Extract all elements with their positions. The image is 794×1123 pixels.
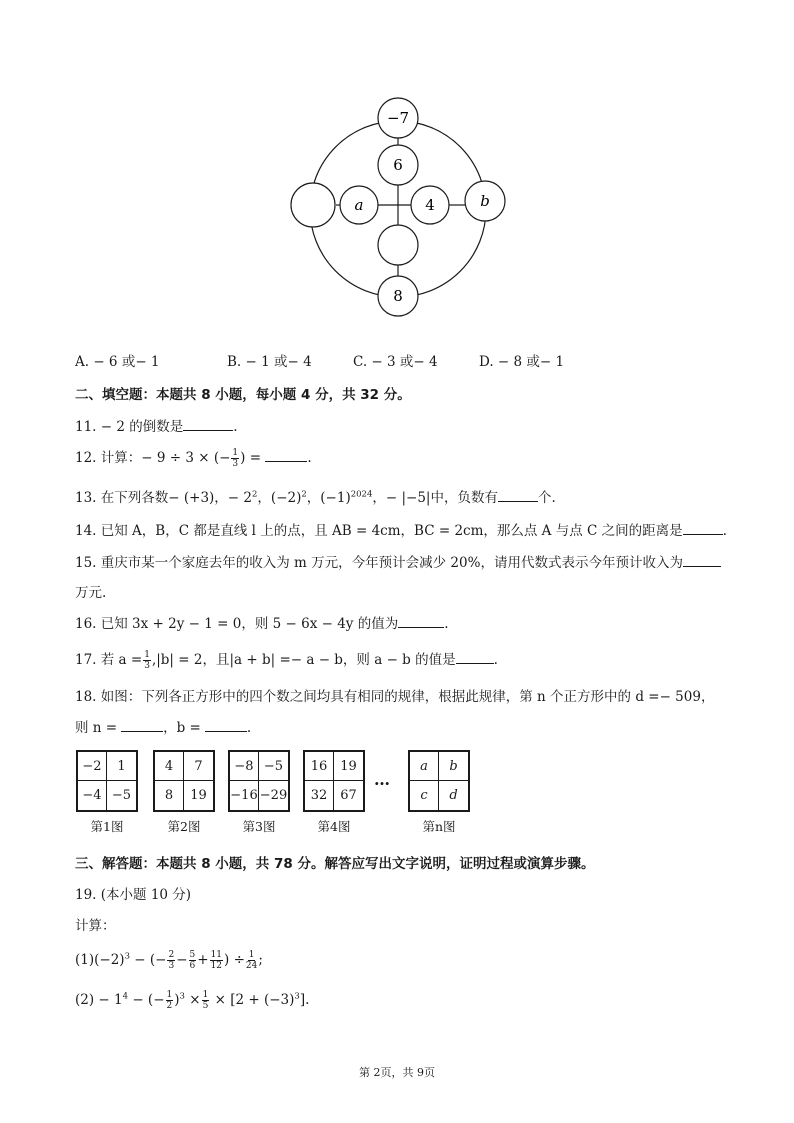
option-d[interactable]: D. − 8 或− 1 [479,354,565,370]
q19p1-frac3-num: 11 [210,950,223,960]
q12-blank[interactable] [265,449,307,462]
q19p1-a: (1)(−2) [75,952,125,968]
label-bottom-outer: 8 [393,287,403,305]
square-cell: 16 [305,752,334,781]
q19p1-frac2 [189,950,197,971]
q13-exp-a: 2 [252,489,258,500]
q19p1-frac4-den: 24 [245,961,258,971]
square-2 [153,750,215,812]
section3-heading: 三、解答题：本题共 8 小题，共 78 分。解答应写出文字说明，证明过程或演算步骤。 [75,856,595,872]
q12-mid: ) = [240,450,266,466]
q19p2-exp3: 3 [294,991,300,1002]
square-n [408,750,470,812]
q18-line1: 18. 如图：下列各正方形中的四个数之间均具有相同的规律，根据此规律，第 n 个正方形中的 d =− 509， [75,689,715,705]
q19p2-e: × [2 + (−3) [210,992,295,1008]
q16-prefix: 16. 已知 3x + 2y − 1 = 0，则 5 − 6x − 4y 的值为 [75,616,399,632]
square-cell: 19 [334,752,363,781]
square-cell: 32 [305,781,334,810]
q19p1-frac2-num: 5 [189,950,196,960]
square-cell: 8 [155,781,184,810]
q11-suffix: . [233,419,238,435]
q13-text-d: ，− |−5|中，负数有 [372,490,498,506]
q19p1-frac1 [167,950,175,971]
square-cell: −8 [230,752,259,781]
q17-frac-den: 3 [144,661,150,671]
q12-suffix: . [307,450,312,466]
square-4 [303,750,365,812]
q19-part-2 [75,990,309,1011]
square-cell: 4 [155,752,184,781]
q17-frac-num: 1 [144,650,150,660]
square-caption: 第3图 [242,819,276,834]
q12-frac-num: 1 [232,448,239,458]
q17-blank[interactable] [456,651,494,664]
question-13 [75,486,556,506]
label-right-inner: 4 [425,196,435,214]
q11-prefix: 11. − 2 的倒数是 [75,419,184,435]
q19p1-frac1-num: 2 [168,950,175,960]
square-cell: −29 [259,788,288,803]
q13-text-b: ，(−2) [257,490,302,506]
q19p1-f: ; [258,952,263,968]
q18-b-blank[interactable] [205,719,247,732]
q13-text-c: ，(−1) [306,490,351,506]
square-cell: −5 [111,788,132,803]
q19p1-frac3 [210,950,223,971]
q18-b-label: ，b = [163,720,201,736]
q19-title: 19. (本小题 10 分) [75,887,192,903]
q12-fraction [231,448,239,469]
q14-blank[interactable] [683,522,723,535]
q15-line1: 15. 重庆市某一个家庭去年的收入为 m 万元，今年预计会减少 20%，请用代数式表示今年预计收入为 [75,555,683,571]
square-cell: b [439,752,468,781]
label-left-inner: a [354,196,364,214]
q18-n-label: 则 n = [75,720,118,736]
square-3 [228,750,290,812]
q19p1-frac2-den: 6 [189,961,196,971]
square-caption: 第2图 [167,819,201,834]
q19p2-c: ) [174,992,180,1008]
q16-suffix: . [444,616,449,632]
q15-blank[interactable] [683,554,721,567]
q19p1-frac4-num: 1 [248,950,255,960]
square-cell: 19 [190,788,207,803]
q17-fraction [143,650,151,671]
square-cell: −5 [259,752,288,781]
q19p2-d: × [184,992,201,1008]
q14-suffix: . [722,523,727,539]
q16-blank[interactable] [398,615,444,628]
q12-frac-den: 3 [232,459,239,469]
section2-heading: 二、填空题：本题共 8 小题，每小题 4 分，共 32 分。 [75,387,411,403]
q19p2-frac2 [202,990,210,1011]
square-caption: 第n图 [422,819,456,834]
question-11 [75,415,238,435]
square-cell: −4 [78,781,107,810]
q18-n-blank[interactable] [121,719,163,732]
page-footer: 第 2页，共 9页 [359,1066,435,1079]
label-top-inner: 6 [393,156,403,174]
q17-mid: ,|b| = 2，且|a + b| =− a − b，则 a − b 的值是 [151,652,456,668]
square-cell: c [410,781,439,810]
square-caption: 第1图 [90,819,124,834]
q19p1-d: + [197,952,209,968]
q17-suffix: . [493,652,498,668]
q19p2-f: ]. [299,992,310,1008]
q19-instruction: 计算： [75,918,116,934]
question-16 [75,612,449,632]
square-1 [76,750,138,812]
q13-suffix: 个. [537,490,556,506]
square-cell: 67 [340,788,357,803]
q13-exp-c: 2024 [350,489,373,500]
q18-line2 [75,716,251,736]
square-caption: 第4图 [317,819,351,834]
q19p2-frac2-den: 5 [202,1001,209,1011]
q19p2-frac1-num: 1 [166,990,173,1000]
circle-left-outer [291,183,335,227]
q19p2-b: − (− [128,992,165,1008]
squares-ellipsis: … [374,770,390,789]
q18-end: . [246,720,252,736]
option-b[interactable]: B. − 1 或− 4 [227,354,312,370]
q13-blank[interactable] [498,489,538,502]
q19p1-frac3-den: 12 [210,961,223,971]
q19p2-a: (2) − 1 [75,992,123,1008]
question-15 [75,551,721,571]
q19p1-frac1-den: 3 [168,961,175,971]
circle-center-bottom [378,225,418,265]
square-cell: a [410,752,439,781]
q19p1-exp: 3 [124,951,130,962]
q19p2-frac1 [166,990,174,1011]
option-a[interactable]: A. − 6 或− 1 [75,354,160,370]
q19p1-b: − (− [129,952,167,968]
q17-prefix: 17. 若 a = [75,652,143,668]
q19-part-1 [75,950,263,971]
q19p2-frac2-num: 1 [202,990,209,1000]
q19p1-frac4 [246,950,257,971]
question-17 [75,648,498,671]
q19p2-exp1: 4 [122,991,129,1002]
q19p1-c: − [176,952,188,968]
label-top-outer: −7 [386,109,410,127]
q14-text: 14. 已知 A，B，C 都是直线 l 上的点，且 AB = 4cm，BC = 2cm，那么点 A 与点 C 之间的距离是 [75,523,683,539]
square-cell: d [449,788,458,803]
square-cell: 7 [184,752,213,781]
q12-prefix: 12. 计算：− 9 ÷ 3 × (− [75,450,231,466]
question-12 [75,446,312,469]
q19p2-exp2: 3 [179,991,185,1002]
question-14 [75,519,727,539]
q19p1-e: ) ÷ [224,952,245,968]
q15-line2: 万元. [75,585,107,601]
label-right-outer: b [480,192,490,210]
square-cell: −2 [78,752,107,781]
square-cell: 1 [107,752,136,781]
option-c[interactable]: C. − 3 或− 4 [353,354,438,370]
number-circle-diagram [280,92,510,322]
q19p2-frac1-den: 2 [166,1001,173,1011]
q13-exp-b: 2 [301,489,307,500]
q13-text-a: 13. 在下列各数− (+3)，− 2 [75,490,252,506]
q11-blank[interactable] [183,418,233,431]
square-cell: −16 [230,781,259,810]
